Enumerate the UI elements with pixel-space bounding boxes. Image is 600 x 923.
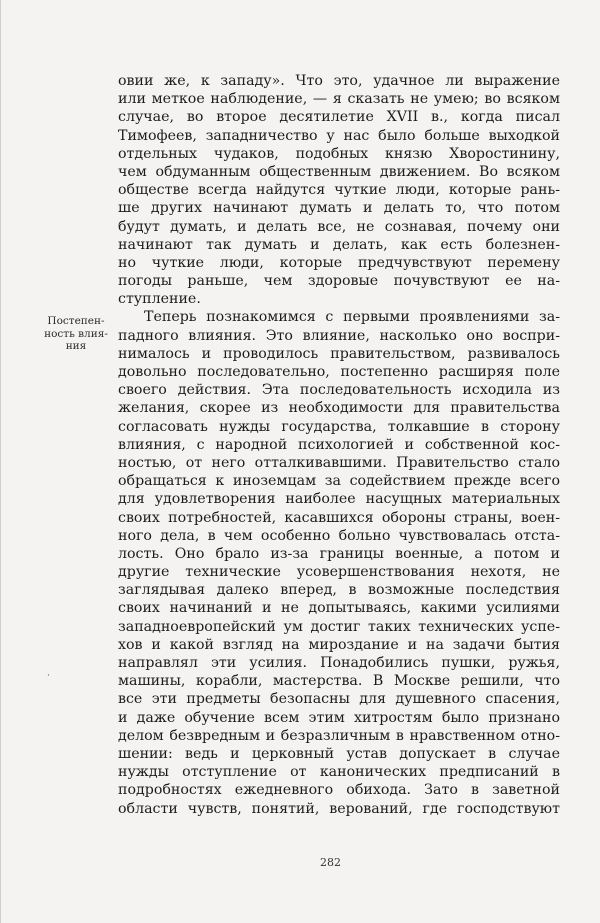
text-line: чем обдуманным общественным движением. Во всяком [118, 163, 560, 180]
margin-note [38, 315, 114, 353]
text-line: но чуткие люди, которые предчувствуют перемену [118, 254, 560, 271]
text-line: будут думать, и делать все, не сознавая, почему они [118, 218, 560, 235]
text-line: Теперь познакомимся с первыми проявлениями за- [144, 309, 560, 326]
text-line: шении: ведь и церковный устав допускает в случае [118, 745, 560, 762]
margin-note-line: ния [65, 340, 87, 352]
text-line: хов и какой взгляд на мироздание и на задачи бытия [118, 636, 560, 653]
text-line: заглядывая далеко вперед, в возможные последствия [118, 582, 560, 599]
text-line: желания, скорее из необходимости для правительства [118, 400, 560, 417]
text-line: согласовать нужды государства, толкавшие в сторону [118, 418, 560, 435]
text-line: нималось и проводилось правительством, развивалось [118, 345, 560, 362]
text-line: своих начинаний и не допытываясь, какими усилиями [118, 600, 560, 617]
text-line: ше других начинают думать и делать то, что потом [118, 200, 560, 217]
text-line: своего действия. Эта последовательность исходила из [118, 382, 560, 399]
text-line: и даже обучение всем этим хитростям было признано [118, 709, 560, 726]
text-line: все эти предметы безопасны для душевного спасения, [118, 691, 560, 708]
text-line: своих потребностей, касавшихся обороны страны, воен- [118, 509, 560, 526]
text-line: лость. Оно брало из-за границы военные, а потом и [118, 545, 560, 562]
scan-mark: · [47, 671, 50, 681]
text-line: отдельных чудаков, подобных князю Хворостинину, [118, 145, 560, 162]
text-line: делом безвредным и безразличным в нравственном отно- [118, 727, 560, 744]
text-line: довольно последовательно, постепенно расширяя поле [118, 364, 560, 380]
text-line: влияния, с народной психологией и собственной кос- [118, 436, 560, 453]
text-line: Тимофеев, западничество у нас было больше выходкой [118, 127, 560, 144]
text-line: погоды раньше, чем здоровые почувствуют ее на- [118, 273, 560, 290]
margin-note-line: Постепен- [47, 315, 105, 327]
text-line: машины, корабли, мастерства. В Москве решили, что [118, 673, 560, 690]
text-line: области чувств, понятий, верований, где господствуют [118, 800, 560, 817]
text-line: ступление. [118, 291, 201, 308]
text-line: западноевропейский ум достиг таких технических успе- [118, 618, 560, 635]
body-text [118, 72, 560, 818]
text-line: ностью, от него отталкивавшими. Правительство стало [118, 454, 560, 471]
text-line: или меткое наблюдение, — я сказать не умею; во всяком [118, 91, 560, 108]
text-line: ного дела, в чем особенно больно чувствовалась отста- [118, 527, 560, 544]
text-line: начинают так думать и делать, как есть болезнен- [118, 236, 560, 253]
text-line: падного влияния. Это влияние, насколько оно воспри- [118, 327, 560, 344]
text-line: другие технические усовершенствования нехотя, не [118, 564, 560, 581]
text-line: подробностях ежедневного обихода. Зато в заветной [118, 782, 560, 799]
margin-note-line: ность влия- [44, 327, 108, 340]
text-line: случае, во второе десятилетие XVII в., когда писал [118, 109, 560, 126]
page-number: 282 [320, 856, 341, 869]
text-line: нужды отступление от канонических предписаний в [118, 764, 560, 781]
text-line: обращаться к иноземцам за содействием прежде всего [118, 473, 560, 490]
text-line: для удовлетворения наиболее насущных материальных [118, 491, 560, 508]
text-line: овии же, к западу». Что это, удачное ли выражение [118, 73, 560, 89]
text-line: направлял эти усилия. Понадобились пушки, ружья, [118, 655, 560, 671]
text-line: обществе всегда найдутся чуткие люди, которые рань- [118, 182, 560, 199]
